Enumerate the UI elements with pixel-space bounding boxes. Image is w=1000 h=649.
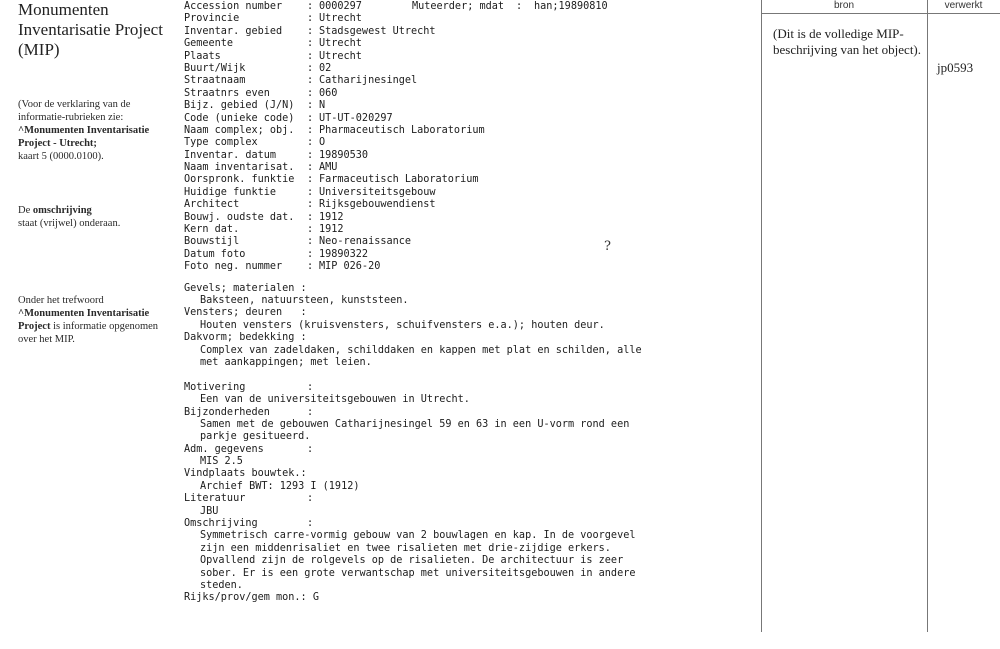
field-label: Naam complex; obj. — [184, 124, 295, 136]
field-value: UT-UT-020297 — [319, 112, 393, 124]
record-field-row — [184, 224, 744, 236]
note-description-location — [18, 204, 176, 230]
record-field-row — [184, 63, 744, 75]
field-colon: : — [307, 38, 314, 50]
field-colon: : — [307, 13, 314, 25]
record-fields — [184, 1, 744, 274]
record-field-row — [184, 162, 744, 174]
dakvorm-text: Complex van zadeldaken, schilddaken en kappen met plat en schilden, alle — [200, 344, 642, 356]
field-label: Bijz. gebied (J/N) — [184, 100, 295, 112]
field-value: Farmaceutisch Laboratorium — [319, 174, 479, 186]
record-description — [184, 283, 744, 605]
dakvorm-label: Dakvorm; bedekking : — [184, 332, 307, 344]
field-value: AMU — [319, 162, 338, 174]
omschrijving-text: steden. — [200, 579, 243, 591]
note-explanation — [18, 98, 176, 163]
field-value: Stadsgewest Utrecht — [319, 25, 436, 37]
field-label: Huidige funktie — [184, 186, 277, 198]
note-description-keyword: omschrijving — [32, 205, 92, 216]
field-label: Straatnaam — [184, 75, 246, 87]
record-field-row — [184, 187, 744, 199]
record-field-row — [184, 125, 744, 137]
table-left-border — [761, 0, 762, 632]
field-label: Oorspronk. funktie — [184, 174, 295, 186]
field-colon: : — [307, 186, 314, 198]
record-field-row — [184, 249, 744, 261]
field-colon: : — [307, 248, 314, 260]
omschrijving-heading: Omschrijving : — [184, 518, 314, 530]
field-colon: : — [307, 112, 314, 124]
field-value: Pharmaceutisch Laboratorium — [319, 124, 485, 136]
verwerkt-code: jp0593 — [937, 60, 974, 75]
field-label: Inventar. gebied — [184, 25, 283, 37]
note-keyword-pre: Onder het trefwoord — [18, 295, 104, 306]
field-label: Foto neg. nummer — [184, 261, 283, 273]
record-field-row — [184, 236, 744, 248]
bron-text: (Dit is de volledige MIP-beschrijving van het object). — [773, 26, 922, 57]
rijks-mon-label: Rijks/prov/gem mon.: — [184, 592, 307, 604]
bijzonderheden-text: parkje gesitueerd. — [200, 431, 311, 443]
note-explanation-card: kaart 5 (0000.0100). — [18, 151, 104, 162]
field-value: MIP 026-20 — [319, 261, 381, 273]
field-value: 060 — [319, 87, 338, 99]
field-colon: : — [307, 137, 314, 149]
field-colon: : — [307, 1, 314, 12]
field-value: 1912 — [319, 224, 344, 236]
field-value: Rijksgebouwendienst — [319, 199, 436, 211]
field-value: Utrecht — [319, 38, 362, 50]
field-colon: : — [307, 100, 314, 112]
table-column-divider — [927, 0, 928, 632]
motivering-text: Een van de universiteitsgebouwen in Utrecht. — [200, 394, 470, 406]
field-label: Naam inventarisat. — [184, 162, 295, 174]
note-description-tail: staat (vrijwel) onderaan. — [18, 218, 121, 229]
field-colon: : — [307, 162, 314, 174]
field-value: Utrecht — [319, 50, 362, 62]
field-value: 1912 — [319, 211, 344, 223]
field-colon: : — [307, 174, 314, 186]
omschrijving-text: sober. Er is een grote verwantschap met universiteitsgebouwen in andere — [200, 567, 636, 579]
field-label: Kern dat. — [184, 224, 240, 236]
vensters-label: Vensters; deuren : — [184, 307, 307, 319]
bijzonderheden-text: Samen met de gebouwen Catharijnesingel 59 en 63 in een U-vorm rond een — [200, 418, 630, 430]
field-label: Datum foto — [184, 248, 246, 260]
source-table — [761, 0, 1000, 632]
note-description-pre: De — [18, 205, 33, 216]
mip-title: Monumenten Inventarisatie Project (MIP) — [18, 0, 163, 59]
adm-heading: Adm. gegevens : — [184, 443, 314, 455]
field-value: 02 — [319, 62, 332, 74]
record-field-row — [184, 13, 744, 25]
omschrijving-label: Omschrijving — [184, 518, 258, 530]
note-keyword — [18, 294, 176, 346]
record-field-row — [184, 199, 744, 211]
motivering-heading: Motivering : — [184, 381, 314, 393]
record-field-row — [184, 38, 744, 50]
omschrijving-text: zijn een middenrisaliet en twee risalieten met drie-zijdige erkers. — [200, 542, 611, 554]
header-bron: bron — [833, 0, 854, 11]
field-value: Utrecht — [319, 13, 362, 25]
header-verwerkt: verwerkt — [944, 0, 983, 11]
field-value: 0000297 — [319, 1, 362, 12]
vindplaats-label: Vindplaats bouwtek.: — [184, 468, 307, 480]
field-label: Code (unieke code) — [184, 112, 295, 124]
record-field-row — [184, 150, 744, 162]
literatuur-heading: Literatuur : — [184, 493, 314, 505]
record-field-row — [184, 261, 744, 273]
field-label: Bouwstijl — [184, 236, 240, 248]
field-colon: : — [307, 25, 314, 37]
field-colon: : — [307, 149, 314, 161]
field-colon: : — [307, 50, 314, 62]
record-field-row — [184, 174, 744, 186]
record-field-row — [184, 137, 744, 149]
note-keyword-tail: is informatie opgenomen over het MIP. — [18, 321, 159, 345]
field-value: Catharijnesingel — [319, 75, 418, 87]
table-header-rule — [761, 13, 1000, 14]
muteerder-label: Muteerder; mdat — [412, 1, 505, 12]
field-colon: : — [307, 199, 314, 211]
field-value: Neo-renaissance — [319, 236, 412, 248]
field-label: Accession number — [184, 1, 283, 12]
record-field-row — [184, 113, 744, 125]
field-label: Provincie — [184, 13, 240, 25]
vensters-text: Houten vensters (kruisvensters, schuifvensters e.a.); houten deur. — [200, 319, 605, 331]
gevels-text: Baksteen, natuursteen, kunststeen. — [200, 294, 409, 306]
note-keyword-reference[interactable]: ^Monumenten Inventarisatie Project — [18, 308, 150, 332]
bijzonderheden-label: Bijzonderheden — [184, 406, 270, 418]
omschrijving-text: Opvallend zijn de rolgevels op de risalieten. De architectuur is zeer — [200, 555, 624, 567]
motivering-label: Motivering — [184, 381, 246, 393]
bijzonderheden-heading: Bijzonderheden : — [184, 406, 314, 418]
handwritten-question-mark: ? — [604, 239, 611, 254]
field-label: Straatnrs even — [184, 87, 270, 99]
vindplaats-text: Archief BWT: 1293 I (1912) — [200, 480, 360, 492]
record-field-row — [184, 212, 744, 224]
record — [184, 1, 744, 605]
adm-text: MIS 2.5 — [200, 456, 243, 468]
note-explanation-reference[interactable]: ^Monumenten Inventarisatie Project - Utrecht; — [18, 125, 150, 149]
field-label: Plaats — [184, 50, 221, 62]
note-explanation-intro: (Voor de verklaring van de informatie-rubrieken zie: — [18, 99, 131, 123]
record-field-row — [184, 75, 744, 87]
field-colon: : — [307, 236, 314, 248]
field-label: Inventar. datum — [184, 149, 277, 161]
field-colon: : — [307, 261, 314, 273]
adm-label: Adm. gegevens — [184, 443, 264, 455]
record-field-row — [184, 26, 744, 38]
omschrijving-text: Symmetrisch carre-vormig gebouw van 2 bouwlagen en kap. In de voorgevel — [200, 530, 636, 542]
rijks-mon-value: G — [312, 592, 319, 604]
record-field-row — [184, 100, 744, 112]
field-label: Architect — [184, 199, 240, 211]
field-colon: : — [307, 87, 314, 99]
field-colon: : — [307, 224, 314, 236]
field-label: Gemeente — [184, 38, 234, 50]
record-field-row — [184, 51, 744, 63]
field-label: Buurt/Wijk — [184, 62, 246, 74]
field-value: Universiteitsgebouw — [319, 186, 436, 198]
gevels-label: Gevels; materialen : — [184, 282, 307, 294]
record-field-row — [184, 88, 744, 100]
muteerder-value: han;19890810 — [534, 1, 608, 12]
literatuur-label: Literatuur — [184, 493, 246, 505]
field-colon: : — [307, 62, 314, 74]
field-value: 19890322 — [319, 248, 369, 260]
field-value: O — [319, 137, 326, 149]
field-colon: : — [307, 124, 314, 136]
sidebar — [0, 0, 178, 649]
dakvorm-text: met aankappingen; met leien. — [200, 356, 372, 368]
literatuur-text: JBU — [200, 505, 219, 517]
field-colon: : — [307, 75, 314, 87]
field-label: Type complex — [184, 137, 258, 149]
field-value: N — [319, 100, 326, 112]
field-colon: : — [307, 211, 314, 223]
field-label: Bouwj. oudste dat. — [184, 211, 295, 223]
field-value: 19890530 — [319, 149, 369, 161]
muteerder-field: Muteerder; mdat : han;19890810 — [412, 1, 608, 12]
rijks-mon-field — [184, 592, 744, 604]
